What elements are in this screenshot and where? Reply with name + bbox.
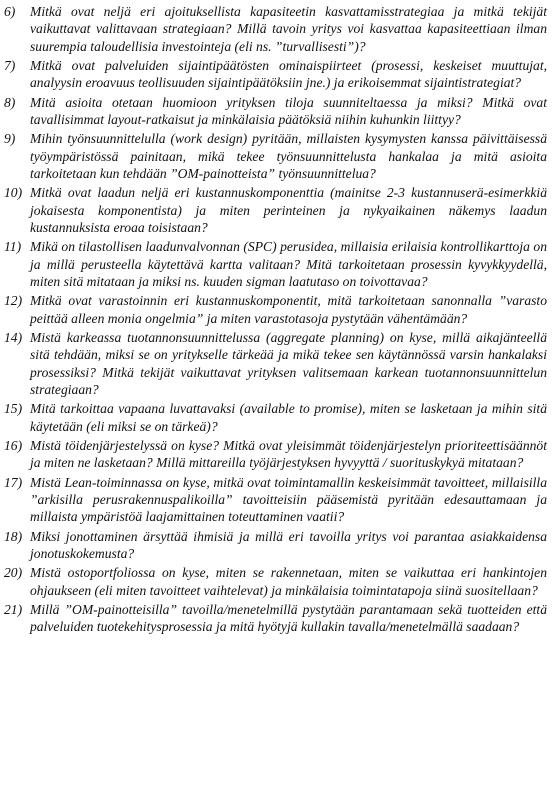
question-text: Millä ”OM-painotteisilla” tavoilla/menetelmillä pystytään parantamaan sekä tuotteiden että palveluiden tuotekehitysprosessia ja mitä hyötyjä kullakin tavalla/menetelmällä saadaan? (30, 601, 547, 635)
question-text: Mistä Lean-toiminnassa on kyse, mitkä ovat toimintamallin keskeisimmät tavoitteet, millaisilla ”arkisilla perusrakennuspalikoilla” tavoitteisiin pääsemistä pyritään edesauttamaan ja millaista ympäristöä laajamittainen toteuttaminen vaatii? (30, 474, 547, 525)
question-item (4, 3, 547, 55)
question-number: 8) (4, 94, 16, 110)
question-item (4, 184, 547, 236)
question-number: 12) (4, 293, 23, 309)
question-number: 20) (4, 565, 23, 581)
question-number: 11) (4, 239, 22, 255)
question-item (4, 437, 547, 472)
question-item (4, 130, 547, 182)
question-number: 18) (4, 528, 23, 544)
question-number: 17) (4, 474, 23, 490)
question-text: Mikä on tilastollisen laadunvalvonnan (SPC) perusidea, millaisia erilaisia kontrollikarttoja on ja millä perusteella käytettävä kartta valitaan? Mitä tarkoitetaan prosessin kyvykkyydellä, miten sitä mitataan ja miksi ns. kuuden sigman laatutaso on toivottavaa? (30, 239, 547, 290)
question-text: Mitä asioita otetaan huomioon yrityksen tiloja suunniteltaessa ja miksi? Mitkä ovat tavallisimmat layout-ratkaisut ja minkälaisia päätöksiä niihin kuhunkin liittyy? (30, 94, 547, 128)
question-text: Mistä töidenjärjestelyssä on kyse? Mitkä ovat yleisimmät töidenjärjestelyn prioriteettisäännöt ja miten ne lasketaan? Millä mittareilla työjärjestyksen hyvyyttä / suorituskykyä mitataan? (30, 437, 547, 471)
question-item (4, 564, 547, 599)
question-text: Mistä karkeassa tuotannonsuunnittelussa (aggregate planning) on kyse, millä aikajänteellä sitä tehdään, miksi se on yritykselle tärkeää ja mikä tekee sen käytännössä varsin hankalaksi prosessiksi? Mitkä tekijät vaikuttavat yrityksen valitsemaan karkean tuotannonsuunnittelun strategiaan? (30, 329, 547, 398)
question-item (4, 528, 547, 563)
question-item (4, 94, 547, 129)
question-number: 16) (4, 437, 23, 453)
question-text: Mihin työnsuunnittelulla (work design) pyritään, millaisten kysymysten kanssa päivittäisessä työympäristössä painitaan, mikä tekee työnsuunnittelusta hankalaa ja mitä asioita tarkoitetaan kun tehdään ”OM-painotteista” työnsuunnittelua? (30, 131, 547, 182)
question-number: 6) (4, 4, 16, 19)
question-item (4, 400, 547, 435)
question-number: 9) (4, 131, 16, 147)
question-number: 15) (4, 401, 23, 417)
question-item (4, 474, 547, 526)
question-number: 21) (4, 601, 23, 617)
question-text: Mitä tarkoittaa vapaana luvattavaksi (available to promise), miten se lasketaan ja mihin sitä käytetään (eli miksi se on tärkeä)? (30, 401, 547, 434)
question-text: Miksi jonottaminen ärsyttää ihmisiä ja millä eri tavoilla yritys voi parantaa asiakkaidensa jonotuskokemusta? (30, 528, 547, 561)
question-text: Mitkä ovat laadun neljä eri kustannuskomponenttia (mainitse 2-3 kustannuserä-esimerkkiä jokaisesta komponentista) ja miten perinteinen ja nykyaikainen näkemys laadun kustannuksista eroaa toisistaan? (30, 185, 547, 236)
question-item (4, 601, 547, 636)
question-text: Mistä ostoportfoliossa on kyse, miten se rakennetaan, miten se vaikuttaa eri hankintojen ohjaukseen (eli miten tavoitteet vaihtelevat) ja minkälaisia toimintatapoja siinä suositellaan? (30, 565, 547, 598)
question-number: 7) (4, 58, 16, 74)
question-number: 14) (4, 329, 23, 345)
question-text: Mitkä ovat neljä eri ajoituksellista kapasiteetin kasvattamisstrategiaa ja mitkä tekijät vaikuttavat valittavaan strategiaan? Millä tavoin yritys voi kasvattaa kapasiteettiaan ilman suurempia taloudellisia investointeja (eli ns. ”turvallisesti”)? (30, 4, 547, 54)
question-item (4, 292, 547, 327)
question-text: Mitkä ovat varastoinnin eri kustannuskomponentit, mitä tarkoitetaan sanonnalla ”varasto peittää alleen monia ongelmia” ja miten varastotasoja pystytään vähentämään? (30, 293, 547, 326)
question-number: 10) (4, 185, 23, 201)
question-item (4, 238, 547, 290)
question-item (4, 57, 547, 92)
question-text: Mitkä ovat palveluiden sijaintipäätösten ominaispiirteet (prosessi, keskeiset muuttujat, analyysin eroavuus teollisuuden sijaintipäätöksiin jne.) ja erikoisemmat sijaintistrategiat? (30, 58, 547, 91)
question-item (4, 329, 547, 399)
